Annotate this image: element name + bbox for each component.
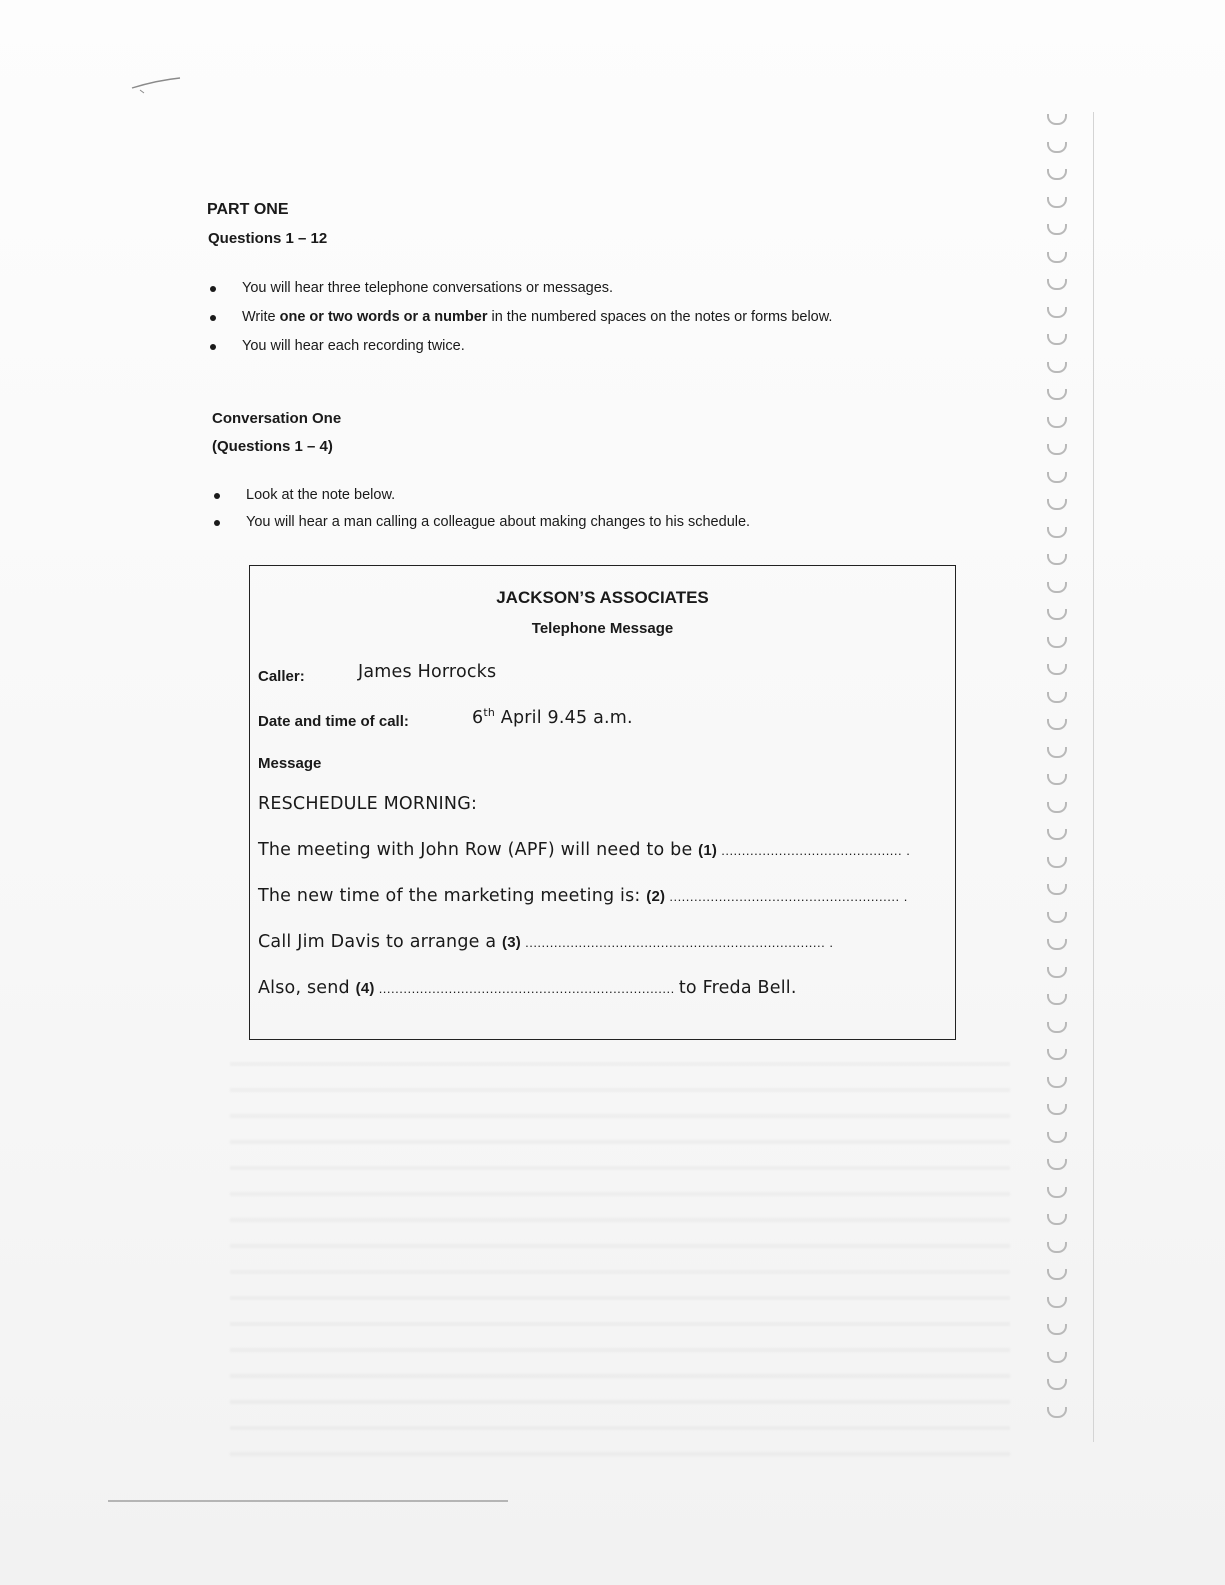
binding-ring-icon — [1047, 1407, 1067, 1418]
question-number: (1) — [698, 842, 718, 859]
binding-ring-icon — [1047, 307, 1067, 318]
binding-ring-icon — [1047, 554, 1067, 565]
message-line-3: Call Jim Davis to arrange a (3) ......................................................................... . — [258, 932, 834, 952]
binding-ring-icon — [1047, 692, 1067, 703]
message-heading: RESCHEDULE MORNING: — [258, 794, 478, 814]
binding-ring-icon — [1047, 1379, 1067, 1390]
instruction-item: You will hear three telephone conversations or messages. — [208, 279, 832, 308]
binding-ring-icon — [1047, 967, 1067, 978]
binding-ring-icon — [1047, 939, 1067, 950]
pen-mark-decoration — [130, 74, 190, 94]
spiral-binding — [1035, 110, 1095, 1440]
question-number: (4) — [355, 980, 375, 997]
binding-ring-icon — [1047, 637, 1067, 648]
binding-ring-icon — [1047, 444, 1067, 455]
binding-ring-icon — [1047, 224, 1067, 235]
instruction-item: You will hear each recording twice. — [208, 337, 832, 366]
message-line-1: The meeting with John Row (APF) will need to be (1) ............................................ . — [258, 840, 911, 860]
binding-ring-icon — [1047, 664, 1067, 675]
binding-ring-icon — [1047, 169, 1067, 180]
message-label: Message — [258, 755, 322, 772]
binding-ring-icon — [1047, 389, 1067, 400]
answer-blank[interactable]: ........................................................................ — [374, 981, 679, 996]
binding-ring-icon — [1047, 774, 1067, 785]
answer-blank[interactable]: ......................................................................... . — [520, 935, 834, 950]
message-line-2: The new time of the marketing meeting is: (2) ........................................................ . — [258, 886, 908, 906]
binding-ring-icon — [1047, 857, 1067, 868]
caller-label: Caller: — [258, 668, 305, 685]
binding-ring-icon — [1047, 1049, 1067, 1060]
telephone-message-form — [249, 565, 956, 1040]
binding-ring-icon — [1047, 994, 1067, 1005]
binding-ring-icon — [1047, 609, 1067, 620]
binding-ring-icon — [1047, 884, 1067, 895]
instructions-list — [208, 279, 832, 366]
part-title: PART ONE — [207, 201, 289, 218]
form-subtitle: Telephone Message — [531, 620, 674, 637]
caller-value: James Horrocks — [358, 662, 497, 682]
date-label: Date and time of call: — [258, 713, 409, 730]
binding-ring-icon — [1047, 1242, 1067, 1253]
binding-ring-icon — [1047, 362, 1067, 373]
binding-ring-icon — [1047, 719, 1067, 730]
conversation-instructions — [212, 486, 750, 540]
binding-ring-icon — [1047, 252, 1067, 263]
answer-blank[interactable]: ............................................ . — [717, 843, 911, 858]
bullet-icon — [214, 493, 220, 499]
binding-ring-icon — [1047, 1104, 1067, 1115]
binding-ring-icon — [1047, 1214, 1067, 1225]
question-number: (3) — [502, 934, 521, 951]
question-number: (2) — [646, 888, 666, 905]
binding-ring-icon — [1047, 334, 1067, 345]
date-value: 6th April 9.45 a.m. — [472, 706, 633, 728]
binding-ring-icon — [1047, 527, 1067, 538]
questions-range: Questions 1 – 12 — [208, 230, 328, 247]
bullet-icon — [210, 315, 216, 321]
binding-ring-icon — [1047, 1324, 1067, 1335]
conversation-title: Conversation One — [212, 410, 342, 427]
bottom-edge-mark — [108, 1500, 508, 1502]
binding-ring-icon — [1047, 472, 1067, 483]
binding-ring-icon — [1047, 802, 1067, 813]
binding-ring-icon — [1047, 1297, 1067, 1308]
company-name: JACKSON’S ASSOCIATES — [496, 588, 709, 607]
binding-ring-icon — [1047, 417, 1067, 428]
binding-ring-icon — [1047, 1269, 1067, 1280]
binding-ring-icon — [1047, 1187, 1067, 1198]
binding-ring-icon — [1047, 912, 1067, 923]
instruction-item: Write one or two words or a number in the numbered spaces on the notes or forms below. — [208, 308, 832, 337]
message-line-4: Also, send (4) ........................................................................ to Freda Bell. — [258, 978, 797, 998]
binding-ring-icon — [1047, 142, 1067, 153]
binding-ring-icon — [1047, 114, 1067, 125]
binding-ring-icon — [1047, 829, 1067, 840]
binding-ring-icon — [1047, 197, 1067, 208]
instruction-item: You will hear a man calling a colleague about making changes to his schedule. — [212, 513, 750, 540]
binding-ring-icon — [1047, 1022, 1067, 1033]
bullet-icon — [210, 344, 216, 350]
instruction-item: Look at the note below. — [212, 486, 750, 513]
conversation-range: (Questions 1 – 4) — [212, 438, 333, 455]
binding-ring-icon — [1047, 582, 1067, 593]
binding-ring-icon — [1047, 1132, 1067, 1143]
bleed-through-texture — [230, 1040, 1010, 1460]
binding-ring-icon — [1047, 1077, 1067, 1088]
binding-ring-icon — [1047, 279, 1067, 290]
binding-ring-icon — [1047, 747, 1067, 758]
answer-blank[interactable]: ........................................................ . — [665, 889, 908, 904]
binding-ring-icon — [1047, 1352, 1067, 1363]
binding-ring-icon — [1047, 1159, 1067, 1170]
bullet-icon — [214, 520, 220, 526]
binding-ring-icon — [1047, 499, 1067, 510]
bullet-icon — [210, 286, 216, 292]
